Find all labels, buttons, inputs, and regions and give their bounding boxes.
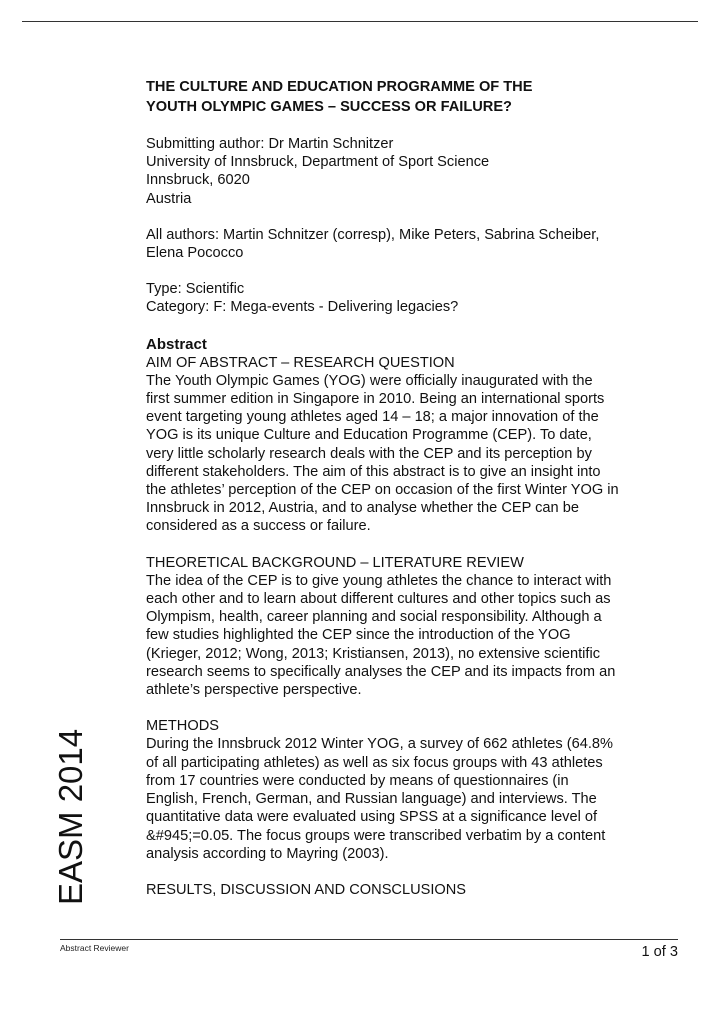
abstract-heading: Abstract [146, 335, 207, 353]
section-background [146, 554, 671, 700]
text-line: few studies highlighted the CEP since the introduction of the YOG [146, 627, 571, 644]
text-line: first summer edition in Singapore in 2010. Being an international sports [146, 391, 605, 408]
authors-line: All authors: Martin Schnitzer (corresp), Mike Peters, Sabrina Scheiber, [146, 226, 600, 243]
text-line: The idea of the CEP is to give young athletes the chance to interact with [146, 572, 612, 589]
title-line: YOUTH OLYMPIC GAMES – SUCCESS OR FAILURE? [146, 99, 512, 115]
footer-rule [60, 939, 678, 940]
type-line: Type: Scientific [146, 281, 245, 298]
page-number: 1 of 3 [641, 944, 678, 960]
top-rule [22, 21, 698, 22]
text-line: athlete’s perspective perspective. [146, 682, 362, 699]
text-line: The Youth Olympic Games (YOG) were officially inaugurated with the [146, 372, 593, 389]
footer-reviewer-label: Abstract Reviewer [60, 943, 129, 953]
submitting-author-block [146, 135, 671, 208]
document-body [146, 77, 671, 899]
submitting-line: Austria [146, 190, 192, 207]
page-title [146, 77, 671, 117]
text-line: Innsbruck in 2012, Austria, and to analyse whether the CEP can be [146, 500, 579, 517]
text-line: &#945;=0.05. The focus groups were transcribed verbatim by a content [146, 827, 606, 844]
text-line: each other and to learn about different cultures and other topics such as [146, 591, 611, 608]
submitting-line: University of Innsbruck, Department of Sport Science [146, 154, 490, 171]
section-results [146, 881, 671, 899]
section-methods [146, 717, 671, 863]
submitting-line: Innsbruck, 6020 [146, 172, 250, 189]
text-line: quantitative data were evaluated using SPSS at a significance level of [146, 809, 598, 826]
text-line: very little scholarly research deals with the CEP and its perception by [146, 445, 592, 462]
text-line: Olympism, health, career planning and social responsibility. Although a [146, 609, 602, 626]
section-heading: METHODS [146, 718, 219, 735]
section-heading: THEORETICAL BACKGROUND – LITERATURE REVIEW [146, 554, 524, 571]
section-heading: RESULTS, DISCUSSION AND CONSCLUSIONS [146, 881, 467, 898]
text-line: English, French, German, and Russian language) and interviews. The [146, 791, 597, 808]
text-line: different stakeholders. The aim of this abstract is to give an insight into [146, 463, 601, 480]
submitting-line: Submitting author: Dr Martin Schnitzer [146, 136, 394, 152]
text-line: from 17 countries were conducted by means of questionnaires (in [146, 772, 569, 789]
conference-side-label: EASM 2014 [52, 728, 89, 905]
text-line: the athletes’ perception of the CEP on occasion of the first Winter YOG in [146, 482, 619, 499]
text-line: analysis according to Mayring (2003). [146, 845, 389, 862]
title-line: THE CULTURE AND EDUCATION PROGRAMME OF THE [146, 79, 533, 95]
text-line: (Krieger, 2012; Wong, 2013; Kristiansen, 2013), no extensive scientific [146, 645, 601, 662]
category-line: Category: F: Mega-events - Delivering legacies? [146, 299, 459, 316]
text-line: of all participating athletes) as well as six focus groups with 43 athletes [146, 754, 603, 771]
text-line: considered as a success or failure. [146, 518, 371, 535]
type-block [146, 280, 671, 316]
authors-block [146, 226, 671, 262]
text-line: During the Innsbruck 2012 Winter YOG, a survey of 662 athletes (64.8% [146, 736, 613, 753]
text-line: event targeting young athletes aged 14 – 18; a major innovation of the [146, 409, 599, 426]
text-line: YOG is its unique Culture and Education Programme (CEP). To date, [146, 427, 592, 444]
authors-line: Elena Pococco [146, 245, 244, 262]
section-aim [146, 354, 671, 536]
section-heading: AIM OF ABSTRACT – RESEARCH QUESTION [146, 354, 455, 371]
text-line: research seems to specifically analyses the CEP and its impacts from an [146, 663, 616, 680]
